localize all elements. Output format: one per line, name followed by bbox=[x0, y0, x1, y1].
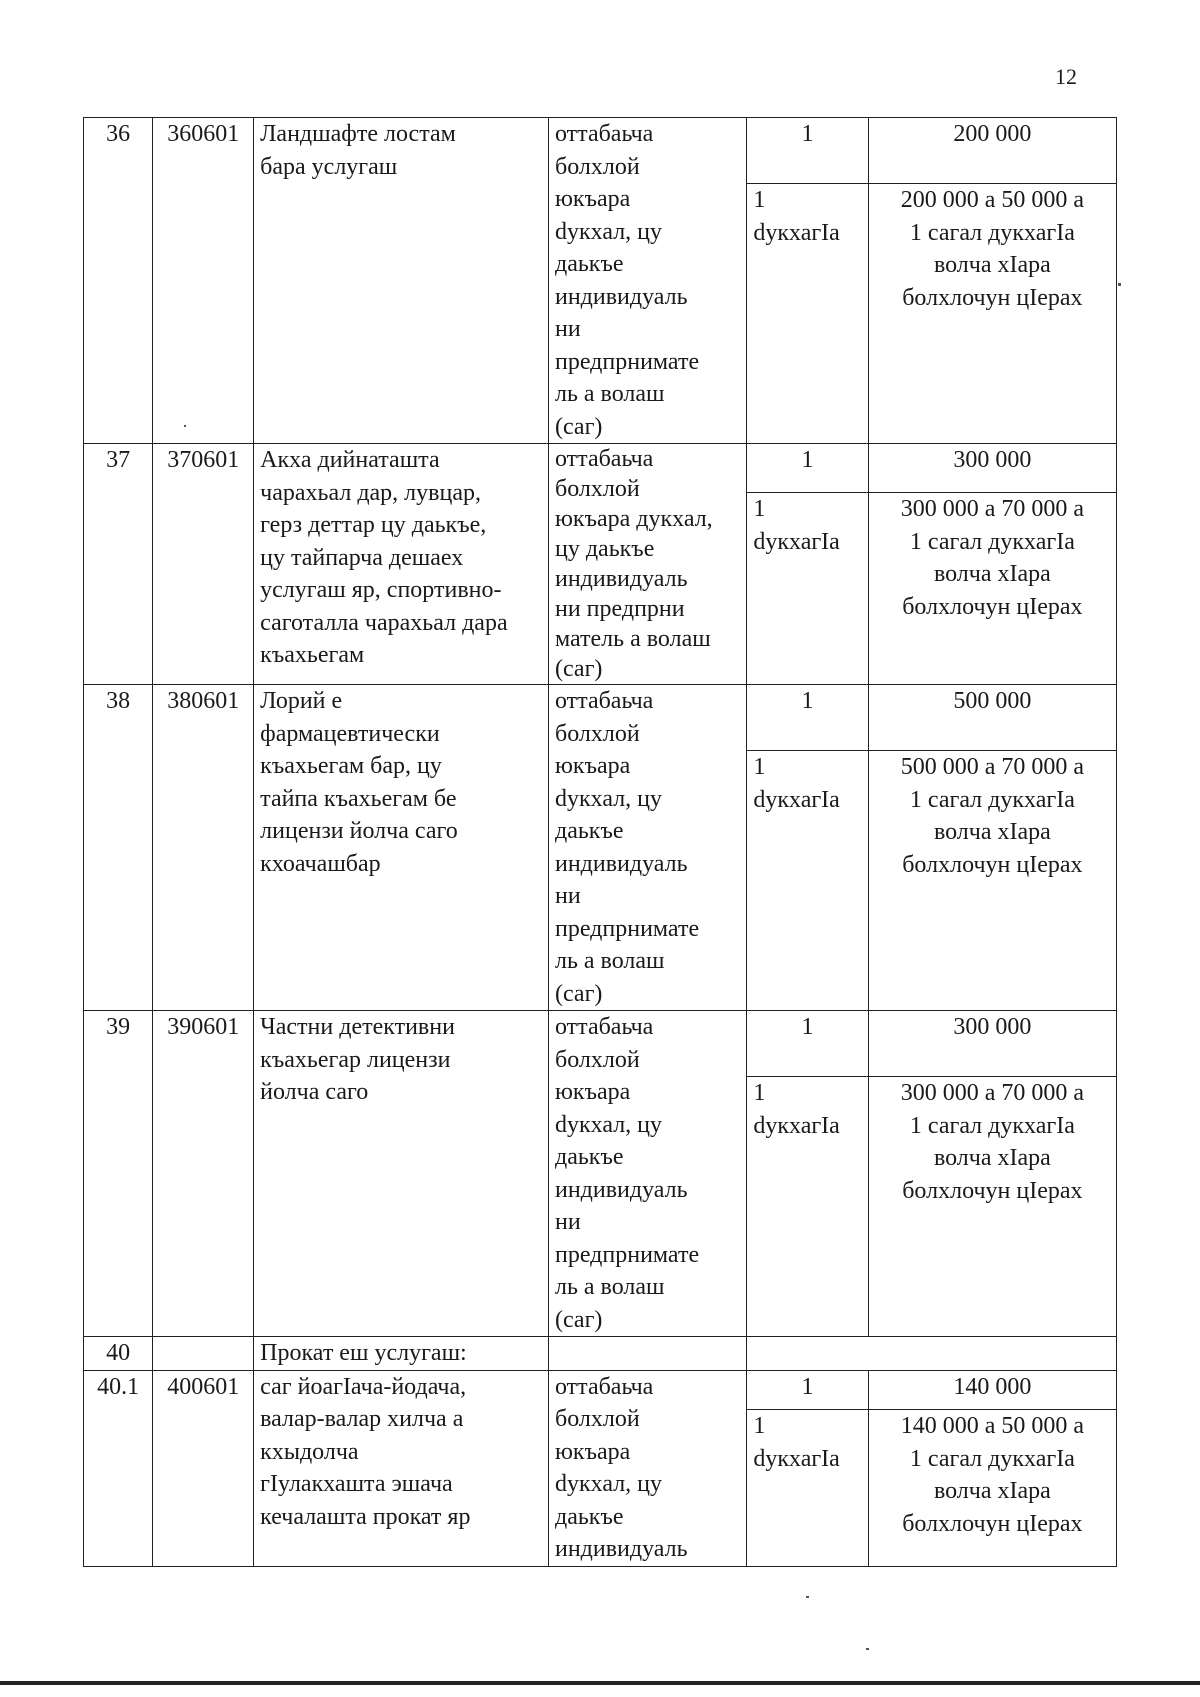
row-description: Акха дийнаташта чарахьал дар, лувцар, герз деттар цу даькъе, цу тайпарча дешаех услугаш яр, спортивно- саготалла чарахьал дара къахьегам bbox=[254, 444, 549, 685]
row-condition: оттабаьча болхлой юкъара dукхал, цу даькъе индивидуаль ни предпрнимате ль а волаш (саг) bbox=[548, 118, 746, 444]
scan-speck bbox=[1118, 283, 1121, 286]
row-description: Лорий е фармацевтически къахьегам бар, цу тайпа къахьегам бе лицензи йолча саго кхоачашбар bbox=[254, 685, 549, 1011]
page-number: 12 bbox=[1055, 64, 1077, 89]
row-extra-rate: 300 000 а 70 000 а 1 сагал дукхагIа волча хIара болхлочун цIерах bbox=[868, 493, 1116, 685]
row-number: 36 bbox=[84, 118, 153, 444]
row-extra-unit: 1 dукхагIа bbox=[747, 1410, 868, 1566]
row-extra-unit: 1 dукхагIа bbox=[747, 1077, 868, 1337]
row-description: Частни детективни къахьегар лицензи йолча саго bbox=[254, 1011, 549, 1337]
table-row bbox=[84, 118, 1117, 184]
row-extra-unit: 1 dукхагIа bbox=[747, 751, 868, 1011]
row-condition: оттабаьча болхлой юкъара dукхал, цу даькъе индивидуаль bbox=[548, 1370, 746, 1566]
row-condition bbox=[548, 1337, 746, 1371]
row-extra-rate: 200 000 а 50 000 а 1 сагал дукхагIа волча хIара болхлочун цIерах bbox=[868, 184, 1116, 444]
table-row bbox=[84, 1370, 1117, 1410]
row-condition: оттабаьча болхлой юкъара дукхал, цу даькъе индивидуаль ни предпрни матель а волаш (саг) bbox=[548, 444, 746, 685]
scan-speck bbox=[806, 1596, 809, 1598]
row-base-unit: 1 bbox=[747, 685, 868, 751]
services-tax-table bbox=[83, 117, 1117, 1567]
row-base-rate: 300 000 bbox=[868, 444, 1116, 493]
scan-speck bbox=[184, 425, 186, 427]
row-base-unit: 1 bbox=[747, 1370, 868, 1410]
row-extra-rate: 140 000 а 50 000 а 1 сагал дукхагIа волча хIара болхлочун цIерах bbox=[868, 1410, 1116, 1566]
row-code: 400601 bbox=[153, 1370, 254, 1566]
row-extra-unit: 1 dукхагIа bbox=[747, 184, 868, 444]
row-code bbox=[153, 1337, 254, 1371]
table-row bbox=[84, 444, 1117, 493]
row-rate-empty bbox=[747, 1337, 1117, 1371]
row-base-rate: 200 000 bbox=[868, 118, 1116, 184]
row-code: 360601 bbox=[153, 118, 254, 444]
row-base-unit: 1 bbox=[747, 1011, 868, 1077]
table-row bbox=[84, 685, 1117, 751]
row-base-unit: 1 bbox=[747, 118, 868, 184]
scan-speck bbox=[866, 1648, 869, 1650]
scan-edge-line bbox=[0, 1681, 1200, 1685]
row-number: 40.1 bbox=[84, 1370, 153, 1566]
row-condition: оттабаьча болхлой юкъара dукхал, цу даькъе индивидуаль ни предпрнимате ль а волаш (саг) bbox=[548, 685, 746, 1011]
row-number: 40 bbox=[84, 1337, 153, 1371]
row-code: 380601 bbox=[153, 685, 254, 1011]
row-code: 390601 bbox=[153, 1011, 254, 1337]
row-base-unit: 1 bbox=[747, 444, 868, 493]
row-description: Прокат еш услугаш: bbox=[254, 1337, 549, 1371]
row-condition: оттабаьча болхлой юкъара dукхал, цу даькъе индивидуаль ни предпрнимате ль а волаш (саг) bbox=[548, 1011, 746, 1337]
row-base-rate: 300 000 bbox=[868, 1011, 1116, 1077]
row-description: саг йоагIача-йодача, валар-валар хилча а кхыдолча гIулакхашта эшача кечалашта прокат яр bbox=[254, 1370, 549, 1566]
table-row bbox=[84, 1337, 1117, 1371]
row-extra-rate: 300 000 а 70 000 а 1 сагал дукхагIа волча хIара болхлочун цIерах bbox=[868, 1077, 1116, 1337]
row-base-rate: 140 000 bbox=[868, 1370, 1116, 1410]
row-code: 370601 bbox=[153, 444, 254, 685]
row-extra-rate: 500 000 а 70 000 а 1 сагал дукхагIа волча хIара болхлочун цIерах bbox=[868, 751, 1116, 1011]
row-extra-unit: 1 dукхагIа bbox=[747, 493, 868, 685]
row-number: 38 bbox=[84, 685, 153, 1011]
row-number: 37 bbox=[84, 444, 153, 685]
row-base-rate: 500 000 bbox=[868, 685, 1116, 751]
table-row bbox=[84, 1011, 1117, 1077]
row-number: 39 bbox=[84, 1011, 153, 1337]
row-description: Ландшафте лостам бара услугаш bbox=[254, 118, 549, 444]
